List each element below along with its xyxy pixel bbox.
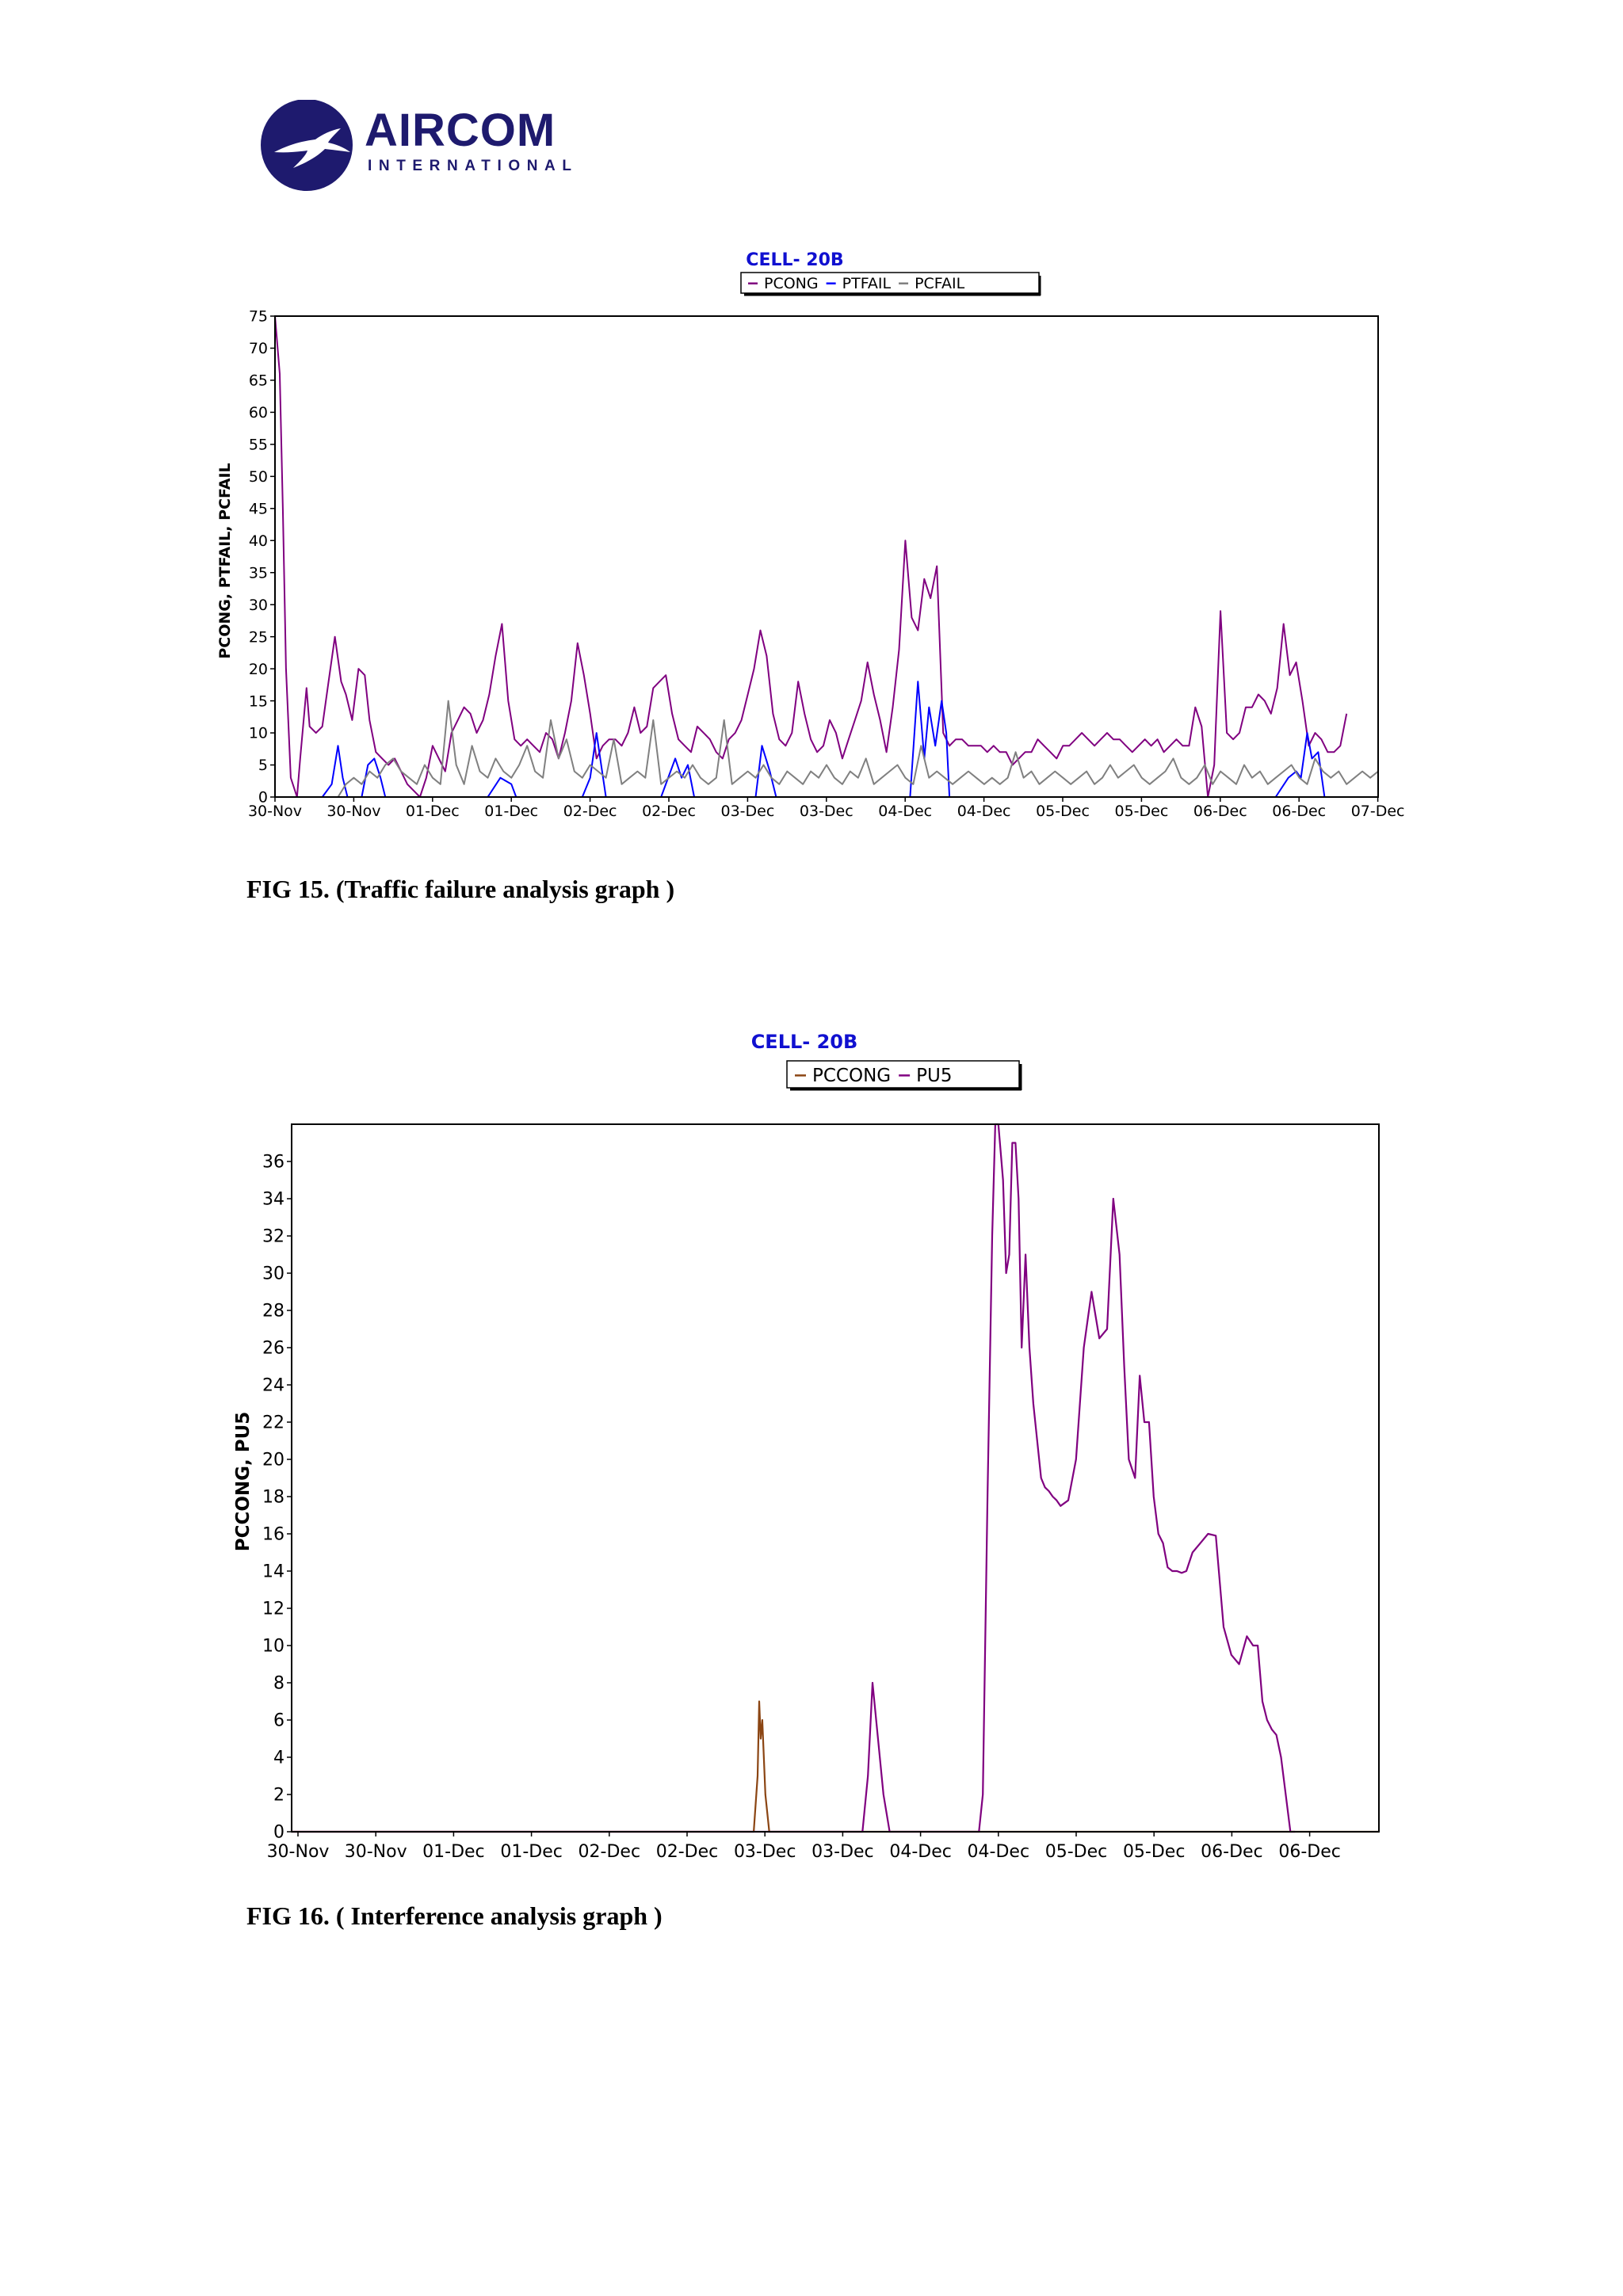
chart-title: CELL- 20B: [746, 250, 844, 270]
y-tick-label: 32: [262, 1226, 285, 1247]
series-line-pcong: [275, 316, 1346, 797]
x-tick-label: 05-Dec: [1114, 803, 1169, 820]
y-tick-label: 34: [262, 1189, 285, 1210]
x-tick-label: 03-Dec: [812, 1842, 874, 1862]
x-tick-label: 07-Dec: [1350, 803, 1405, 820]
y-tick-label: 12: [262, 1599, 285, 1619]
x-tick-label: 01-Dec: [500, 1842, 563, 1862]
chart-title: CELL- 20B: [750, 1031, 858, 1053]
x-tick-label: 04-Dec: [889, 1842, 952, 1862]
y-tick-label: 5: [258, 757, 268, 775]
y-tick-label: 55: [248, 436, 268, 454]
y-tick-label: 22: [262, 1413, 285, 1433]
x-tick-label: 05-Dec: [1044, 1842, 1108, 1862]
y-tick-label: 75: [248, 307, 268, 326]
y-tick-label: 28: [262, 1301, 285, 1322]
logo-name: AIRCOM: [365, 105, 556, 156]
y-tick-label: 4: [273, 1748, 285, 1768]
y-tick-label: 26: [262, 1338, 285, 1359]
y-tick-label: 16: [262, 1524, 285, 1545]
y-tick-label: 24: [262, 1375, 285, 1396]
y-tick-label: 10: [248, 724, 268, 742]
x-tick-label: 02-Dec: [642, 803, 696, 820]
y-tick-label: 2: [273, 1785, 285, 1806]
y-tick-label: 30: [262, 1264, 285, 1284]
x-tick-label: 06-Dec: [1193, 803, 1247, 820]
y-tick-label: 0: [273, 1822, 285, 1843]
legend-label-pu5: PU5: [916, 1066, 953, 1086]
y-tick-label: 25: [248, 628, 268, 646]
x-tick-label: 06-Dec: [1201, 1842, 1263, 1862]
y-tick-label: 30: [248, 596, 268, 614]
plot-frame: [292, 1124, 1379, 1832]
traffic-failure-chart: [0, 238, 1623, 856]
x-tick-label: 04-Dec: [957, 803, 1011, 820]
y-tick-label: 40: [248, 532, 268, 550]
x-tick-label: 03-Dec: [799, 803, 854, 820]
x-tick-label: 02-Dec: [578, 1842, 641, 1862]
y-tick-label: 65: [248, 372, 268, 390]
legend-label-ptfail: PTFAIL: [842, 275, 892, 292]
x-tick-label: 03-Dec: [720, 803, 775, 820]
legend-label-pccong: PCCONG: [812, 1066, 892, 1086]
y-tick-label: 35: [248, 564, 268, 582]
y-tick-label: 8: [273, 1673, 285, 1694]
legend-label-pcong: PCONG: [764, 275, 819, 292]
x-tick-label: 05-Dec: [1036, 803, 1090, 820]
y-tick-label: 18: [262, 1487, 285, 1508]
x-tick-label: 03-Dec: [733, 1842, 796, 1862]
x-tick-label: 30-Nov: [266, 1842, 330, 1862]
y-tick-label: 50: [248, 467, 268, 486]
aircom-logo: [258, 100, 579, 191]
x-tick-label: 30-Nov: [327, 803, 381, 820]
y-tick-label: 0: [258, 788, 268, 807]
y-tick-label: 70: [248, 340, 268, 358]
x-tick-label: 04-Dec: [967, 1842, 1030, 1862]
aircom-bird-logo-icon: [258, 100, 355, 191]
figure-15-caption: FIG 15. (Traffic failure analysis graph ): [246, 875, 675, 903]
x-tick-label: 30-Nov: [344, 1842, 407, 1862]
y-tick-label: 20: [248, 660, 268, 678]
legend-label-pcfail: PCFAIL: [915, 275, 965, 292]
y-tick-label: 10: [262, 1636, 285, 1657]
y-axis-label: PCONG, PTFAIL, PCFAIL: [216, 463, 234, 659]
logo-subtitle: INTERNATIONAL: [368, 158, 579, 174]
series-line-pu5: [292, 1124, 1295, 1832]
x-tick-label: 02-Dec: [655, 1842, 719, 1862]
x-tick-label: 06-Dec: [1278, 1842, 1341, 1862]
series-line-pccong: [292, 1702, 1379, 1833]
y-tick-label: 15: [248, 692, 268, 711]
x-tick-label: 01-Dec: [422, 1842, 485, 1862]
x-tick-label: 30-Nov: [247, 803, 303, 820]
plot-frame: [275, 316, 1378, 797]
y-axis-label: PCCONG, PU5: [233, 1411, 254, 1552]
y-tick-label: 36: [262, 1152, 285, 1173]
x-tick-label: 01-Dec: [405, 803, 460, 820]
x-tick-label: 01-Dec: [484, 803, 539, 820]
x-tick-label: 04-Dec: [878, 803, 933, 820]
y-tick-label: 6: [273, 1711, 285, 1731]
interference-chart: [0, 1022, 1623, 1894]
x-tick-label: 02-Dec: [563, 803, 617, 820]
series-line-pcfail: [275, 701, 1378, 797]
y-tick-label: 45: [248, 500, 268, 518]
x-tick-label: 05-Dec: [1122, 1842, 1186, 1862]
x-tick-label: 06-Dec: [1272, 803, 1327, 820]
y-tick-label: 20: [262, 1450, 285, 1470]
y-tick-label: 14: [262, 1562, 285, 1582]
y-tick-label: 60: [248, 404, 268, 422]
figure-16-caption: FIG 16. ( Interference analysis graph ): [246, 1901, 663, 1930]
